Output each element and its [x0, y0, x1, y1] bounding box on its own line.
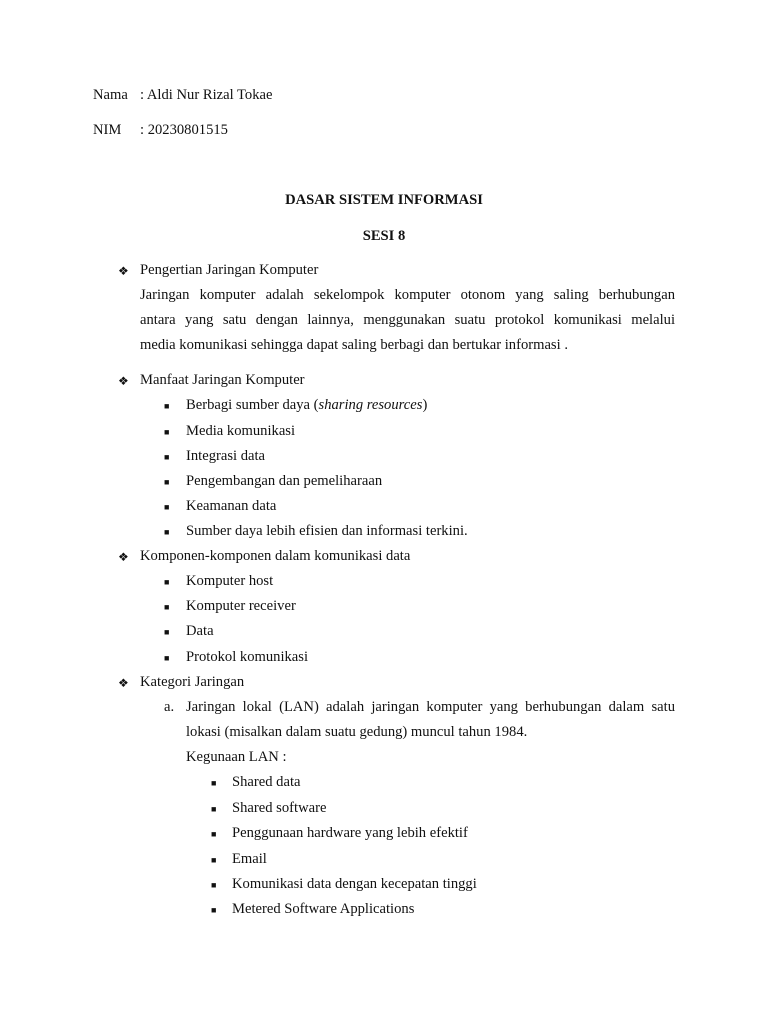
paragraph-line: antara yang satu dengan lainnya, menggunakan suatu protokol komunikasi melalui [140, 312, 675, 328]
square-bullet-icon: ■ [211, 905, 217, 915]
list-item: Shared data [232, 774, 301, 790]
diamond-bullet-icon: ❖ [118, 264, 129, 278]
section-title-pengertian: Pengertian Jaringan Komputer [140, 262, 319, 278]
square-bullet-icon: ■ [211, 829, 217, 839]
nim-value: : 20230801515 [140, 122, 228, 138]
diamond-bullet-icon: ❖ [118, 550, 129, 564]
list-item: Keamanan data [186, 498, 277, 514]
list-item: Media komunikasi [186, 423, 296, 439]
list-item: Penggunaan hardware yang lebih efektif [232, 825, 468, 841]
list-item: Integrasi data [186, 448, 266, 464]
nim-label: NIM [93, 122, 122, 138]
section-title-kategori: Kategori Jaringan [140, 674, 245, 690]
document-title: DASAR SISTEM INFORMASI [285, 192, 483, 208]
square-bullet-icon: ■ [164, 627, 170, 637]
paragraph-line: Jaringan komputer adalah sekelompok komputer otonom yang saling berhubungan [140, 287, 675, 303]
diamond-bullet-icon: ❖ [118, 676, 129, 690]
square-bullet-icon: ■ [164, 653, 170, 663]
square-bullet-icon: ■ [211, 778, 217, 788]
square-bullet-icon: ■ [164, 527, 170, 537]
list-item: Email [232, 851, 267, 867]
name-label: Nama [93, 87, 128, 103]
section-title-komponen: Komponen-komponen dalam komunikasi data [140, 548, 411, 564]
list-item: Komputer host [186, 573, 274, 589]
list-item: Protokol komunikasi [186, 649, 309, 665]
square-bullet-icon: ■ [164, 602, 170, 612]
paragraph-line: Jaringan lokal (LAN) adalah jaringan komputer yang berhubungan dalam satu [186, 699, 675, 715]
list-item: Data [186, 623, 214, 639]
list-item: Pengembangan dan pemeliharaan [186, 473, 383, 489]
list-item: Shared software [232, 800, 327, 816]
list-item: Berbagi sumber daya (sharing resources) [186, 397, 428, 413]
square-bullet-icon: ■ [164, 477, 170, 487]
diamond-bullet-icon: ❖ [118, 374, 129, 388]
sub-item-marker: a. [164, 699, 175, 715]
list-item: Komputer receiver [186, 598, 296, 614]
document-subtitle: SESI 8 [362, 228, 406, 244]
square-bullet-icon: ■ [211, 804, 217, 814]
kegunaan-label: Kegunaan LAN : [186, 749, 287, 765]
square-bullet-icon: ■ [164, 577, 170, 587]
square-bullet-icon: ■ [164, 401, 170, 411]
paragraph-line: lokasi (misalkan dalam suatu gedung) muncul tahun 1984. [186, 724, 528, 740]
square-bullet-icon: ■ [164, 502, 170, 512]
square-bullet-icon: ■ [164, 427, 170, 437]
list-item: Komunikasi data dengan kecepatan tinggi [232, 876, 477, 892]
square-bullet-icon: ■ [211, 855, 217, 865]
square-bullet-icon: ■ [211, 880, 217, 890]
section-title-manfaat: Manfaat Jaringan Komputer [140, 372, 305, 388]
square-bullet-icon: ■ [164, 452, 170, 462]
name-value: : Aldi Nur Rizal Tokae [140, 87, 273, 103]
paragraph-line: media komunikasi sehingga dapat saling berbagi dan bertukar informasi . [140, 337, 568, 353]
list-item: Metered Software Applications [232, 901, 415, 917]
list-item: Sumber daya lebih efisien dan informasi terkini. [186, 523, 468, 539]
